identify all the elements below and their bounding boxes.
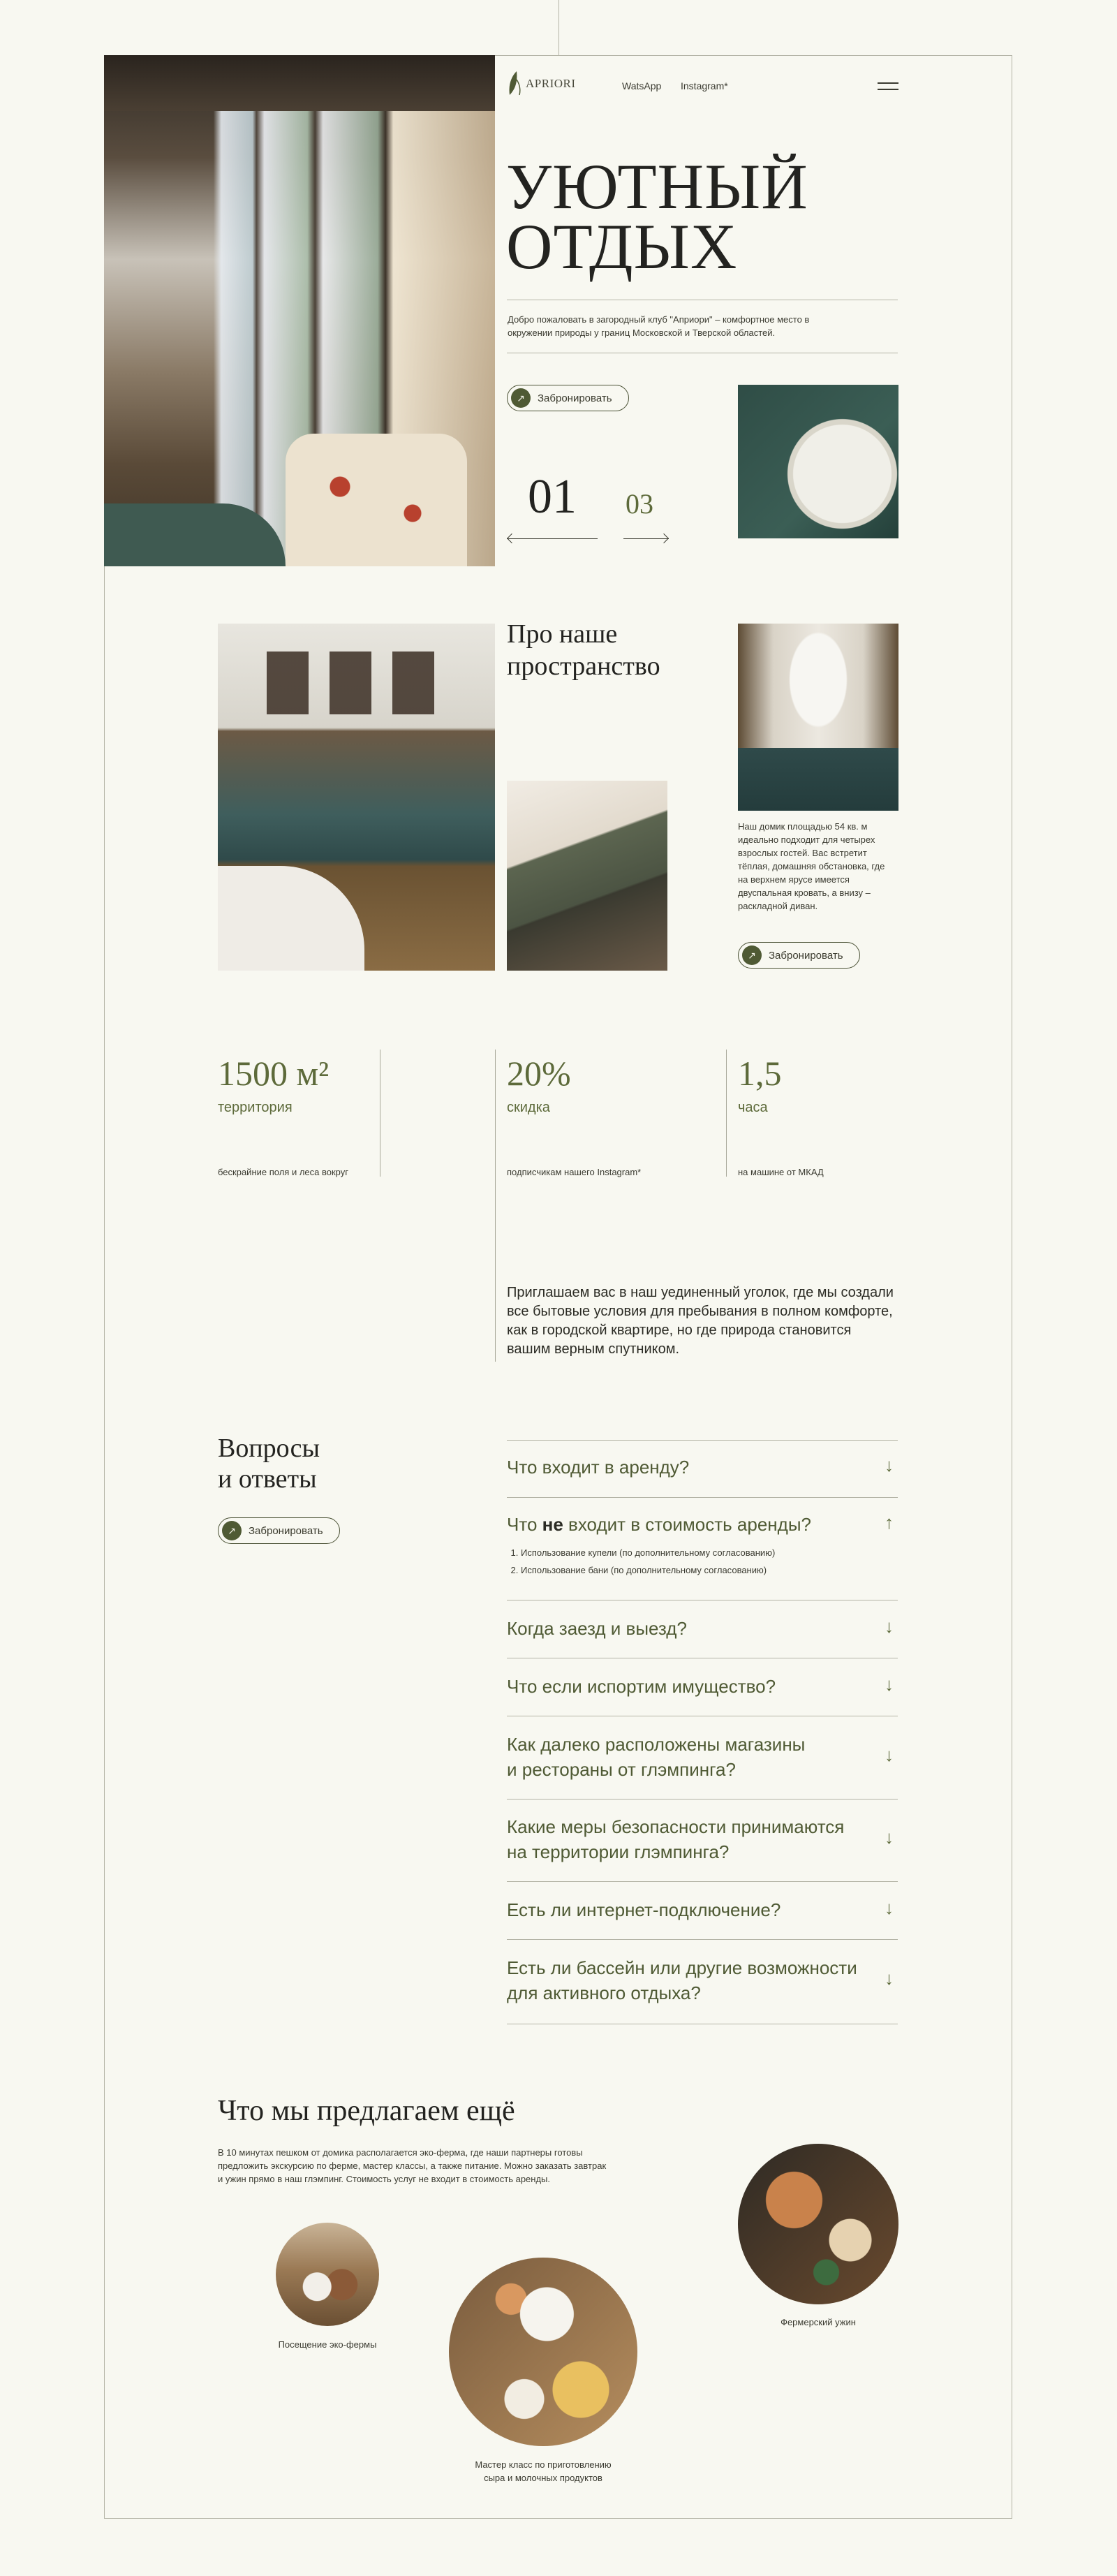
faq-book-label: Забронировать [249, 1524, 323, 1537]
space-book-label: Забронировать [769, 949, 843, 962]
attic-bedroom-photo [738, 624, 898, 811]
faq-item-2-expanded[interactable] [507, 1512, 898, 1579]
top-connector-line [558, 0, 559, 55]
faq-question-line1: Есть ли бассейн или другие возможности [507, 1957, 857, 1978]
stat-discount-label: скидка [507, 1100, 550, 1115]
offers-intro: В 10 минутах пешком от домика располагается эко-ферма, где наши партнеры готовы предложить экскурсию по ферме, мастер классы, а также питание. Можно заказать завтрак и ужин прямо в наш глэмпинг. Стоимость услуг не входит в стоимость аренды. [218, 2147, 607, 2184]
space-title-line1: Про наше [507, 619, 618, 649]
swing-living-room-photo [218, 624, 495, 971]
chevron-down-icon[interactable]: ↓ [885, 1968, 894, 1989]
cheese-masterclass-photo [449, 2258, 637, 2446]
faq-item-7[interactable] [507, 1897, 898, 1922]
faq-question-post: входит в стоимость аренды? [563, 1514, 811, 1535]
faq-answer-list [507, 1544, 898, 1579]
apriori-logo-icon[interactable] [507, 70, 522, 96]
faq-rule-0 [507, 1440, 898, 1441]
cheese-caption-line1: Мастер класс по приготовлению [475, 2459, 612, 2470]
menu-burger-icon[interactable] [878, 82, 898, 91]
hero-title-line2: ОТДЫХ [506, 211, 738, 282]
stat-area-value: 1500 м² [218, 1054, 330, 1093]
faq-question-line1: Какие меры безопасности принимаются [507, 1816, 845, 1837]
faq-rule-1 [507, 1497, 898, 1498]
faq-rule-6 [507, 1881, 898, 1882]
stat-discount-note: подписчикам нашего Instagram* [507, 1167, 642, 1177]
offers-title: Что мы предлагаем ещё [218, 2095, 515, 2127]
faq-book-button[interactable] [218, 1517, 340, 1544]
stat-area-note: бескрайние поля и леса вокруг [218, 1167, 348, 1177]
faq-item-8[interactable] [507, 1955, 898, 2005]
plate-table-photo [738, 385, 898, 538]
chevron-down-icon[interactable]: ↓ [885, 1897, 894, 1918]
faq-item-5[interactable] [507, 1732, 898, 1782]
stat-discount-value: 20% [507, 1054, 571, 1093]
hero-book-label: Забронировать [538, 392, 612, 404]
hero-chair-shape [104, 503, 286, 566]
hero-title-line1: УЮТНЫЙ [506, 151, 808, 222]
eco-farm-caption: Посещение эко-фермы [278, 2339, 377, 2350]
slide-total: 03 [626, 488, 653, 520]
chevron-down-icon[interactable]: ↓ [885, 1827, 894, 1848]
arrow-up-right-icon: ↗ [222, 1521, 242, 1540]
faq-question: Когда заезд и выезд? [507, 1618, 687, 1639]
faq-item-6[interactable] [507, 1814, 898, 1864]
stat-divider-2 [495, 1050, 496, 1362]
faq-question-line1: Как далеко расположены магазины [507, 1734, 806, 1755]
faq-item-1[interactable] [507, 1455, 898, 1480]
faq-question [507, 1814, 898, 1864]
space-title-line2: пространство [507, 652, 660, 681]
faq-question-line2: и рестораны от глэмпинга? [507, 1759, 736, 1780]
slider-prev-arrow[interactable] [507, 538, 598, 539]
cheese-masterclass-caption [438, 2458, 648, 2485]
faq-question: Что если испортим имущество? [507, 1676, 776, 1697]
faq-title [218, 1433, 320, 1494]
nav-link-instagram[interactable]: Instagram* [681, 80, 728, 91]
hero-intro-text: Добро пожаловать в загородный клуб "Априори" – комфортное место в окружении природы у границ Московской и Тверской областей. [508, 314, 810, 338]
chevron-down-icon[interactable]: ↓ [885, 1616, 894, 1637]
stat-divider-3 [726, 1050, 727, 1177]
hero-book-button[interactable] [507, 385, 629, 411]
invite-text: Приглашаем вас в наш уединенный уголок, где мы создали все бытовые условия для пребывания в полном комфорте, как в городской квартире, но где природа становится вашим верным спутником. [507, 1285, 894, 1357]
stat-time-value: 1,5 [738, 1054, 782, 1093]
stat-time-label: часа [738, 1100, 768, 1115]
farm-dinner-caption: Фермерский ужин [781, 2317, 856, 2327]
farm-dinner-photo [738, 2144, 898, 2304]
faq-title-line2: и ответы [218, 1464, 317, 1494]
faq-question-line2: для активного отдыха? [507, 1982, 701, 2003]
faq-question-line2: на территории глэмпинга? [507, 1841, 730, 1862]
chevron-up-icon[interactable]: ↑ [885, 1512, 894, 1533]
slide-current: 01 [528, 470, 577, 524]
slider-next-arrow[interactable] [623, 538, 669, 539]
faq-answer-item: 1. Использование купели (по дополнительному согласованию) [521, 1544, 898, 1561]
faq-question [507, 1512, 898, 1537]
space-description: Наш домик площадью 54 кв. м идеально подходит для четырех взрослых гостей. Вас встретит тёплая, домашняя обстановка, где на верхнем ярусе имеется двуспальная кровать, а внизу – раскладной диван. [738, 821, 885, 911]
chevron-down-icon[interactable]: ↓ [885, 1674, 894, 1695]
stat-time-note: на машине от МКАД [738, 1167, 824, 1177]
hero-sofa-shape [286, 434, 467, 566]
arrow-up-right-icon: ↗ [742, 945, 762, 965]
faq-question [507, 1732, 898, 1782]
space-book-button[interactable] [738, 942, 860, 969]
faq-rule-7 [507, 1939, 898, 1940]
faq-question-bold: не [542, 1514, 563, 1535]
faq-item-3[interactable] [507, 1616, 898, 1641]
brand-name[interactable]: APRIORI [526, 77, 576, 90]
faq-question-pre: Что [507, 1514, 542, 1535]
faq-question: Есть ли интернет-подключение? [507, 1899, 781, 1920]
hero-title [506, 151, 808, 282]
faq-question: Что входит в аренду? [507, 1457, 690, 1478]
cheese-caption-line2: сыра и молочных продуктов [484, 2473, 602, 2483]
stat-area-label: территория [218, 1100, 293, 1115]
chevron-down-icon[interactable]: ↓ [885, 1744, 894, 1765]
faq-title-line1: Вопросы [218, 1434, 320, 1463]
space-title [507, 618, 660, 682]
eco-farm-photo [276, 2223, 379, 2326]
nav-link-whatsapp[interactable]: WatsApp [622, 80, 662, 91]
chevron-down-icon[interactable]: ↓ [885, 1455, 894, 1475]
faq-answer-item: 2. Использование бани (по дополнительному согласованию) [521, 1561, 898, 1579]
faq-item-4[interactable] [507, 1674, 898, 1699]
arrow-up-right-icon: ↗ [511, 388, 531, 408]
kitchen-photo [507, 781, 667, 971]
hero-interior-photo [104, 55, 495, 566]
faq-question [507, 1955, 898, 2005]
